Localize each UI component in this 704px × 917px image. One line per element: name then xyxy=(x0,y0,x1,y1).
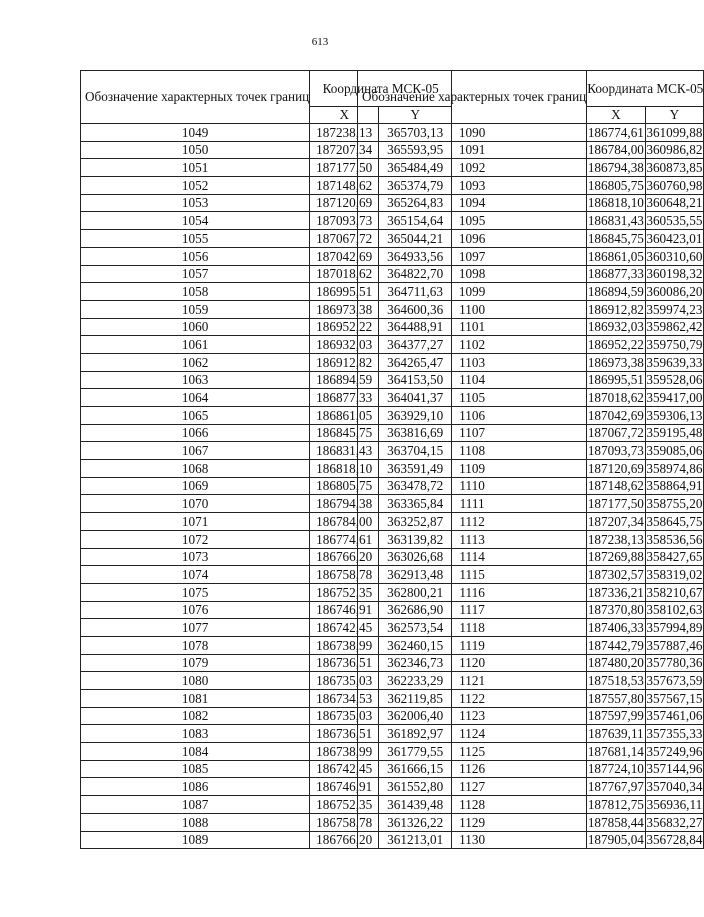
x-coordinate-cell: 186818,10 xyxy=(587,195,644,211)
x-coordinate-cell: 186877,33 xyxy=(587,266,644,282)
point-id-cell: 1116 xyxy=(358,583,587,601)
point-id-cell: 1090 xyxy=(358,124,587,142)
x-coordinate-cell: 186742,45 xyxy=(310,760,379,778)
point-id-cell: 1059 xyxy=(81,300,310,318)
point-id-cell: 1069 xyxy=(81,477,310,495)
y-coordinate-cell: 361666,15 xyxy=(379,760,452,778)
point-id-cell: 1106 xyxy=(358,407,587,425)
y-coordinate-cell: 360760,98 xyxy=(646,177,703,193)
point-id-cell: 1053 xyxy=(81,194,310,212)
point-id-cell: 1108 xyxy=(358,442,587,460)
x-coordinate-cell: 187042,69 xyxy=(587,407,644,423)
page-number: 613 xyxy=(311,36,329,48)
y-coordinate-cell: 360535,55 xyxy=(646,213,703,229)
x-coordinate-cell: 187302,57 xyxy=(587,566,644,582)
point-id-cell: 1051 xyxy=(81,159,310,177)
coordinate-system-header: Координата МСК-05 xyxy=(587,71,704,107)
point-id-cell: 1109 xyxy=(358,460,587,478)
y-coordinate-cell: 364600,36 xyxy=(379,300,452,318)
table-row xyxy=(358,690,704,708)
x-coordinate-cell: 186784,00 xyxy=(310,513,379,531)
y-coordinate-cell: 363591,49 xyxy=(379,460,452,478)
table-row xyxy=(358,230,704,248)
x-coordinate-cell: 187148,62 xyxy=(587,478,644,494)
table-row xyxy=(358,530,704,548)
y-coordinate-cell: 360648,21 xyxy=(646,195,703,211)
point-id-cell: 1076 xyxy=(81,601,310,619)
y-coordinate-cell: 365374,79 xyxy=(379,177,452,195)
y-coordinate-cell: 365154,64 xyxy=(379,212,452,230)
x-column-header: X xyxy=(310,107,379,124)
y-coordinate-cell: 357887,46 xyxy=(646,637,703,653)
x-coordinate-cell: 187767,97 xyxy=(587,779,644,795)
y-coordinate-cell: 356728,84 xyxy=(646,832,703,848)
x-coordinate-cell: 186774,61 xyxy=(310,530,379,548)
y-coordinate-cell: 357144,96 xyxy=(646,761,703,777)
table-row xyxy=(358,654,704,672)
point-id-cell: 1129 xyxy=(358,813,587,831)
x-coordinate-cell: 187042,69 xyxy=(310,247,379,265)
x-coordinate-cell: 186794,38 xyxy=(587,160,644,176)
point-id-cell: 1073 xyxy=(81,548,310,566)
x-coordinate-cell: 186794,38 xyxy=(310,495,379,513)
x-coordinate-cell: 186952,22 xyxy=(310,318,379,336)
table-row xyxy=(358,141,704,159)
y-coordinate-cell: 359085,06 xyxy=(646,443,703,459)
x-coordinate-cell: 187905,04 xyxy=(587,832,644,848)
y-coordinate-cell: 360198,32 xyxy=(646,266,703,282)
x-coordinate-cell: 187336,21 xyxy=(587,584,644,600)
coordinate-system-header: Координата МСК-05 xyxy=(310,71,452,107)
point-id-cell: 1065 xyxy=(81,407,310,425)
point-id-cell: 1075 xyxy=(81,583,310,601)
table-row xyxy=(358,743,704,761)
table-row xyxy=(358,336,704,354)
point-id-cell: 1055 xyxy=(81,230,310,248)
point-id-cell: 1079 xyxy=(81,654,310,672)
point-id-cell: 1125 xyxy=(358,743,587,761)
point-id-cell: 1066 xyxy=(81,424,310,442)
point-id-cell: 1077 xyxy=(81,619,310,637)
y-coordinate-cell: 358645,75 xyxy=(646,513,703,529)
y-coordinate-cell: 358974,86 xyxy=(646,460,703,476)
y-coordinate-cell: 361326,22 xyxy=(379,813,452,831)
y-coordinate-cell: 361099,88 xyxy=(646,124,703,140)
x-coordinate-cell: 187018,62 xyxy=(310,265,379,283)
x-coordinate-cell: 186742,45 xyxy=(310,619,379,637)
point-id-cell: 1097 xyxy=(358,247,587,265)
y-coordinate-cell: 361552,80 xyxy=(379,778,452,796)
x-coordinate-cell: 187812,75 xyxy=(587,796,644,812)
point-id-cell: 1123 xyxy=(358,707,587,725)
x-coordinate-cell: 186932,03 xyxy=(587,319,644,335)
x-coordinate-cell: 187238,13 xyxy=(587,531,644,547)
x-coordinate-cell: 187120,69 xyxy=(310,194,379,212)
table-row xyxy=(358,407,704,425)
y-coordinate-cell: 361892,97 xyxy=(379,725,452,743)
x-coordinate-cell: 187093,73 xyxy=(587,443,644,459)
table-row xyxy=(358,813,704,831)
point-id-cell: 1127 xyxy=(358,778,587,796)
x-coordinate-cell: 187681,14 xyxy=(587,743,644,759)
point-id-cell: 1120 xyxy=(358,654,587,672)
y-coordinate-cell: 360086,20 xyxy=(646,283,703,299)
y-coordinate-cell: 358102,63 xyxy=(646,602,703,618)
point-id-cell: 1060 xyxy=(81,318,310,336)
y-coordinate-cell: 362913,48 xyxy=(379,566,452,584)
y-coordinate-cell: 364265,47 xyxy=(379,353,452,371)
y-coordinate-cell: 362233,29 xyxy=(379,672,452,690)
y-coordinate-cell: 364153,50 xyxy=(379,371,452,389)
table-row xyxy=(358,177,704,195)
point-id-cell: 1100 xyxy=(358,300,587,318)
y-coordinate-cell: 359528,06 xyxy=(646,372,703,388)
point-id-cell: 1071 xyxy=(81,513,310,531)
point-label-header: Обозначение характерных точек границ xyxy=(81,71,310,124)
x-coordinate-cell: 186894,59 xyxy=(587,283,644,299)
x-coordinate-cell: 186766,20 xyxy=(310,831,379,849)
y-coordinate-cell: 365044,21 xyxy=(379,230,452,248)
y-coordinate-cell: 364711,63 xyxy=(379,283,452,301)
point-id-cell: 1107 xyxy=(358,424,587,442)
point-id-cell: 1122 xyxy=(358,690,587,708)
x-coordinate-cell: 187238,13 xyxy=(310,124,379,142)
x-coordinate-cell: 186774,61 xyxy=(587,124,644,140)
x-coordinate-cell: 186818,10 xyxy=(310,460,379,478)
table-row xyxy=(358,389,704,407)
table-row xyxy=(358,283,704,301)
y-coordinate-cell: 364933,56 xyxy=(379,247,452,265)
y-coordinate-cell: 362460,15 xyxy=(379,636,452,654)
table-row xyxy=(358,619,704,637)
y-coordinate-cell: 359417,00 xyxy=(646,390,703,406)
x-coordinate-cell: 187724,10 xyxy=(587,761,644,777)
table-row xyxy=(358,265,704,283)
x-coordinate-cell: 186912,82 xyxy=(587,301,644,317)
table-row xyxy=(358,672,704,690)
point-id-cell: 1114 xyxy=(358,548,587,566)
y-coordinate-cell: 365264,83 xyxy=(379,194,452,212)
y-coordinate-cell: 362346,73 xyxy=(379,654,452,672)
y-coordinate-cell: 357355,33 xyxy=(646,726,703,742)
point-id-cell: 1056 xyxy=(81,247,310,265)
point-id-cell: 1087 xyxy=(81,796,310,814)
table-row xyxy=(358,725,704,743)
y-coordinate-cell: 363026,68 xyxy=(379,548,452,566)
y-coordinate-cell: 357780,36 xyxy=(646,655,703,671)
table-row xyxy=(358,318,704,336)
x-coordinate-cell: 187067,72 xyxy=(310,230,379,248)
y-coordinate-cell: 363704,15 xyxy=(379,442,452,460)
table-row xyxy=(358,300,704,318)
y-coordinate-cell: 358210,67 xyxy=(646,584,703,600)
y-coordinate-cell: 363478,72 xyxy=(379,477,452,495)
y-coordinate-cell: 364488,91 xyxy=(379,318,452,336)
x-coordinate-cell: 186784,00 xyxy=(587,142,644,158)
point-id-cell: 1112 xyxy=(358,513,587,531)
y-coordinate-cell: 357461,06 xyxy=(646,708,703,724)
y-coordinate-cell: 361779,55 xyxy=(379,743,452,761)
x-coordinate-cell: 186995,51 xyxy=(310,283,379,301)
x-coordinate-cell: 186861,05 xyxy=(310,407,379,425)
y-coordinate-cell: 365484,49 xyxy=(379,159,452,177)
y-coordinate-cell: 359862,42 xyxy=(646,319,703,335)
point-id-cell: 1119 xyxy=(358,636,587,654)
point-id-cell: 1121 xyxy=(358,672,587,690)
x-coordinate-cell: 186735,03 xyxy=(310,707,379,725)
coordinates-table-right xyxy=(357,70,704,849)
y-coordinate-cell: 363365,84 xyxy=(379,495,452,513)
x-coordinate-cell: 186894,59 xyxy=(310,371,379,389)
point-id-cell: 1093 xyxy=(358,177,587,195)
y-coordinate-cell: 362573,54 xyxy=(379,619,452,637)
x-coordinate-cell: 186746,91 xyxy=(310,601,379,619)
table-row xyxy=(358,495,704,513)
table-row xyxy=(358,424,704,442)
x-coordinate-cell: 186758,78 xyxy=(310,566,379,584)
x-coordinate-cell: 187177,50 xyxy=(310,159,379,177)
y-column-header: Y xyxy=(645,107,704,124)
point-id-cell: 1091 xyxy=(358,141,587,159)
point-id-cell: 1074 xyxy=(81,566,310,584)
y-coordinate-cell: 360310,60 xyxy=(646,248,703,264)
y-coordinate-cell: 357249,96 xyxy=(646,743,703,759)
x-coordinate-cell: 186805,75 xyxy=(310,477,379,495)
x-coordinate-cell: 186746,91 xyxy=(310,778,379,796)
y-coordinate-cell: 364377,27 xyxy=(379,336,452,354)
y-coordinate-cell: 362800,21 xyxy=(379,583,452,601)
x-coordinate-cell: 186995,51 xyxy=(587,372,644,388)
y-coordinate-cell: 359639,33 xyxy=(646,354,703,370)
point-id-cell: 1092 xyxy=(358,159,587,177)
x-coordinate-cell: 187269,88 xyxy=(587,549,644,565)
x-coordinate-cell: 186735,03 xyxy=(310,672,379,690)
point-id-cell: 1061 xyxy=(81,336,310,354)
table-row xyxy=(358,548,704,566)
y-coordinate-cell: 364041,37 xyxy=(379,389,452,407)
x-coordinate-cell: 186912,82 xyxy=(310,353,379,371)
point-id-cell: 1117 xyxy=(358,601,587,619)
point-id-cell: 1062 xyxy=(81,353,310,371)
y-coordinate-cell: 356936,11 xyxy=(646,796,703,812)
point-id-cell: 1072 xyxy=(81,530,310,548)
table-row xyxy=(358,159,704,177)
x-coordinate-cell: 187557,80 xyxy=(587,690,644,706)
point-id-cell: 1098 xyxy=(358,265,587,283)
y-coordinate-cell: 363252,87 xyxy=(379,513,452,531)
y-coordinate-cell: 362686,90 xyxy=(379,601,452,619)
table-row xyxy=(358,124,704,142)
point-id-cell: 1101 xyxy=(358,318,587,336)
table-row xyxy=(358,760,704,778)
x-coordinate-cell: 187067,72 xyxy=(587,425,644,441)
point-id-cell: 1124 xyxy=(358,725,587,743)
x-coordinate-cell: 187207,34 xyxy=(310,141,379,159)
point-id-cell: 1081 xyxy=(81,690,310,708)
point-id-cell: 1110 xyxy=(358,477,587,495)
y-coordinate-cell: 363139,82 xyxy=(379,530,452,548)
y-coordinate-cell: 365703,13 xyxy=(379,124,452,142)
x-coordinate-cell: 186736,51 xyxy=(310,654,379,672)
table-row xyxy=(358,707,704,725)
y-coordinate-cell: 365593,95 xyxy=(379,141,452,159)
point-id-cell: 1058 xyxy=(81,283,310,301)
point-id-cell: 1050 xyxy=(81,141,310,159)
table-row xyxy=(358,194,704,212)
y-coordinate-cell: 360423,01 xyxy=(646,230,703,246)
point-id-cell: 1082 xyxy=(81,707,310,725)
point-id-cell: 1078 xyxy=(81,636,310,654)
point-id-cell: 1126 xyxy=(358,760,587,778)
y-coordinate-cell: 362119,85 xyxy=(379,690,452,708)
x-coordinate-cell: 186831,43 xyxy=(310,442,379,460)
y-coordinate-cell: 359750,79 xyxy=(646,336,703,352)
table-row xyxy=(358,636,704,654)
point-id-cell: 1049 xyxy=(81,124,310,142)
y-coordinate-cell: 357040,34 xyxy=(646,779,703,795)
x-coordinate-cell: 186952,22 xyxy=(587,336,644,352)
table-row xyxy=(358,212,704,230)
table-row xyxy=(358,778,704,796)
x-coordinate-cell: 187370,80 xyxy=(587,602,644,618)
point-id-cell: 1128 xyxy=(358,796,587,814)
point-label-header: Обозначение характерных точек границ xyxy=(358,71,587,124)
x-coordinate-cell: 186758,78 xyxy=(310,813,379,831)
point-id-cell: 1086 xyxy=(81,778,310,796)
y-coordinate-cell: 357994,89 xyxy=(646,619,703,635)
y-coordinate-cell: 359195,48 xyxy=(646,425,703,441)
point-id-cell: 1105 xyxy=(358,389,587,407)
x-coordinate-cell: 186766,20 xyxy=(310,548,379,566)
x-coordinate-cell: 187858,44 xyxy=(587,814,644,830)
x-coordinate-cell: 186734,53 xyxy=(310,690,379,708)
x-coordinate-cell: 187442,79 xyxy=(587,637,644,653)
x-column-header: X xyxy=(587,107,645,124)
y-coordinate-cell: 358755,20 xyxy=(646,496,703,512)
x-coordinate-cell: 187207,34 xyxy=(587,513,644,529)
point-id-cell: 1104 xyxy=(358,371,587,389)
y-coordinate-cell: 364822,70 xyxy=(379,265,452,283)
x-coordinate-cell: 186973,38 xyxy=(310,300,379,318)
point-id-cell: 1118 xyxy=(358,619,587,637)
x-coordinate-cell: 187177,50 xyxy=(587,496,644,512)
table-row xyxy=(358,371,704,389)
point-id-cell: 1115 xyxy=(358,566,587,584)
y-coordinate-cell: 360986,82 xyxy=(646,142,703,158)
x-coordinate-cell: 186877,33 xyxy=(310,389,379,407)
point-id-cell: 1057 xyxy=(81,265,310,283)
point-id-cell: 1080 xyxy=(81,672,310,690)
point-id-cell: 1099 xyxy=(358,283,587,301)
table-row xyxy=(358,247,704,265)
table-row xyxy=(358,601,704,619)
y-coordinate-cell: 363816,69 xyxy=(379,424,452,442)
point-id-cell: 1052 xyxy=(81,177,310,195)
x-coordinate-cell: 186861,05 xyxy=(587,248,644,264)
point-id-cell: 1085 xyxy=(81,760,310,778)
point-id-cell: 1095 xyxy=(358,212,587,230)
y-coordinate-cell: 361213,01 xyxy=(379,831,452,849)
y-coordinate-cell: 356832,27 xyxy=(646,814,703,830)
x-coordinate-cell: 186932,03 xyxy=(310,336,379,354)
x-coordinate-cell: 187018,62 xyxy=(587,390,644,406)
x-coordinate-cell: 187093,73 xyxy=(310,212,379,230)
point-id-cell: 1094 xyxy=(358,194,587,212)
table-row xyxy=(358,477,704,495)
y-coordinate-cell: 359306,13 xyxy=(646,407,703,423)
x-coordinate-cell: 187480,20 xyxy=(587,655,644,671)
y-coordinate-cell: 357567,15 xyxy=(646,690,703,706)
point-id-cell: 1113 xyxy=(358,530,587,548)
table-row xyxy=(358,566,704,584)
x-coordinate-cell: 186831,43 xyxy=(587,213,644,229)
point-id-cell: 1054 xyxy=(81,212,310,230)
table-row xyxy=(358,513,704,531)
x-coordinate-cell: 186738,99 xyxy=(310,636,379,654)
y-coordinate-cell: 358536,56 xyxy=(646,531,703,547)
table-row xyxy=(358,442,704,460)
point-id-cell: 1089 xyxy=(81,831,310,849)
x-coordinate-cell: 187518,53 xyxy=(587,673,644,689)
y-coordinate-cell: 359974,23 xyxy=(646,301,703,317)
point-id-cell: 1084 xyxy=(81,743,310,761)
point-id-cell: 1130 xyxy=(358,831,587,849)
y-coordinate-cell: 363929,10 xyxy=(379,407,452,425)
x-coordinate-cell: 187597,99 xyxy=(587,708,644,724)
point-id-cell: 1070 xyxy=(81,495,310,513)
x-coordinate-cell: 186736,51 xyxy=(310,725,379,743)
x-coordinate-cell: 186738,99 xyxy=(310,743,379,761)
x-coordinate-cell: 186973,38 xyxy=(587,354,644,370)
point-id-cell: 1111 xyxy=(358,495,587,513)
point-id-cell: 1064 xyxy=(81,389,310,407)
x-coordinate-cell: 187148,62 xyxy=(310,177,379,195)
point-id-cell: 1067 xyxy=(81,442,310,460)
y-coordinate-cell: 358864,91 xyxy=(646,478,703,494)
y-coordinate-cell: 361439,48 xyxy=(379,796,452,814)
point-id-cell: 1103 xyxy=(358,353,587,371)
table-row xyxy=(358,796,704,814)
y-coordinate-cell: 362006,40 xyxy=(379,707,452,725)
x-coordinate-cell: 186845,75 xyxy=(310,424,379,442)
point-id-cell: 1068 xyxy=(81,460,310,478)
point-id-cell: 1063 xyxy=(81,371,310,389)
point-id-cell: 1096 xyxy=(358,230,587,248)
x-coordinate-cell: 186752,35 xyxy=(310,796,379,814)
y-coordinate-cell: 360873,85 xyxy=(646,160,703,176)
point-id-cell: 1088 xyxy=(81,813,310,831)
x-coordinate-cell: 186805,75 xyxy=(587,177,644,193)
x-coordinate-cell: 187639,11 xyxy=(588,726,644,742)
table-row xyxy=(358,831,704,849)
y-coordinate-cell: 358319,02 xyxy=(646,566,703,582)
point-id-cell: 1102 xyxy=(358,336,587,354)
table-body xyxy=(358,124,704,849)
point-id-cell: 1083 xyxy=(81,725,310,743)
x-coordinate-cell: 187120,69 xyxy=(587,460,644,476)
x-coordinate-cell: 187406,33 xyxy=(587,619,644,635)
table-row xyxy=(358,460,704,478)
x-coordinate-cell: 186752,35 xyxy=(310,583,379,601)
table-row xyxy=(358,353,704,371)
y-coordinate-cell: 358427,65 xyxy=(646,549,703,565)
x-coordinate-cell: 186845,75 xyxy=(587,230,644,246)
table-row xyxy=(358,583,704,601)
y-coordinate-cell: 357673,59 xyxy=(646,673,703,689)
y-column-header: Y xyxy=(379,107,452,124)
